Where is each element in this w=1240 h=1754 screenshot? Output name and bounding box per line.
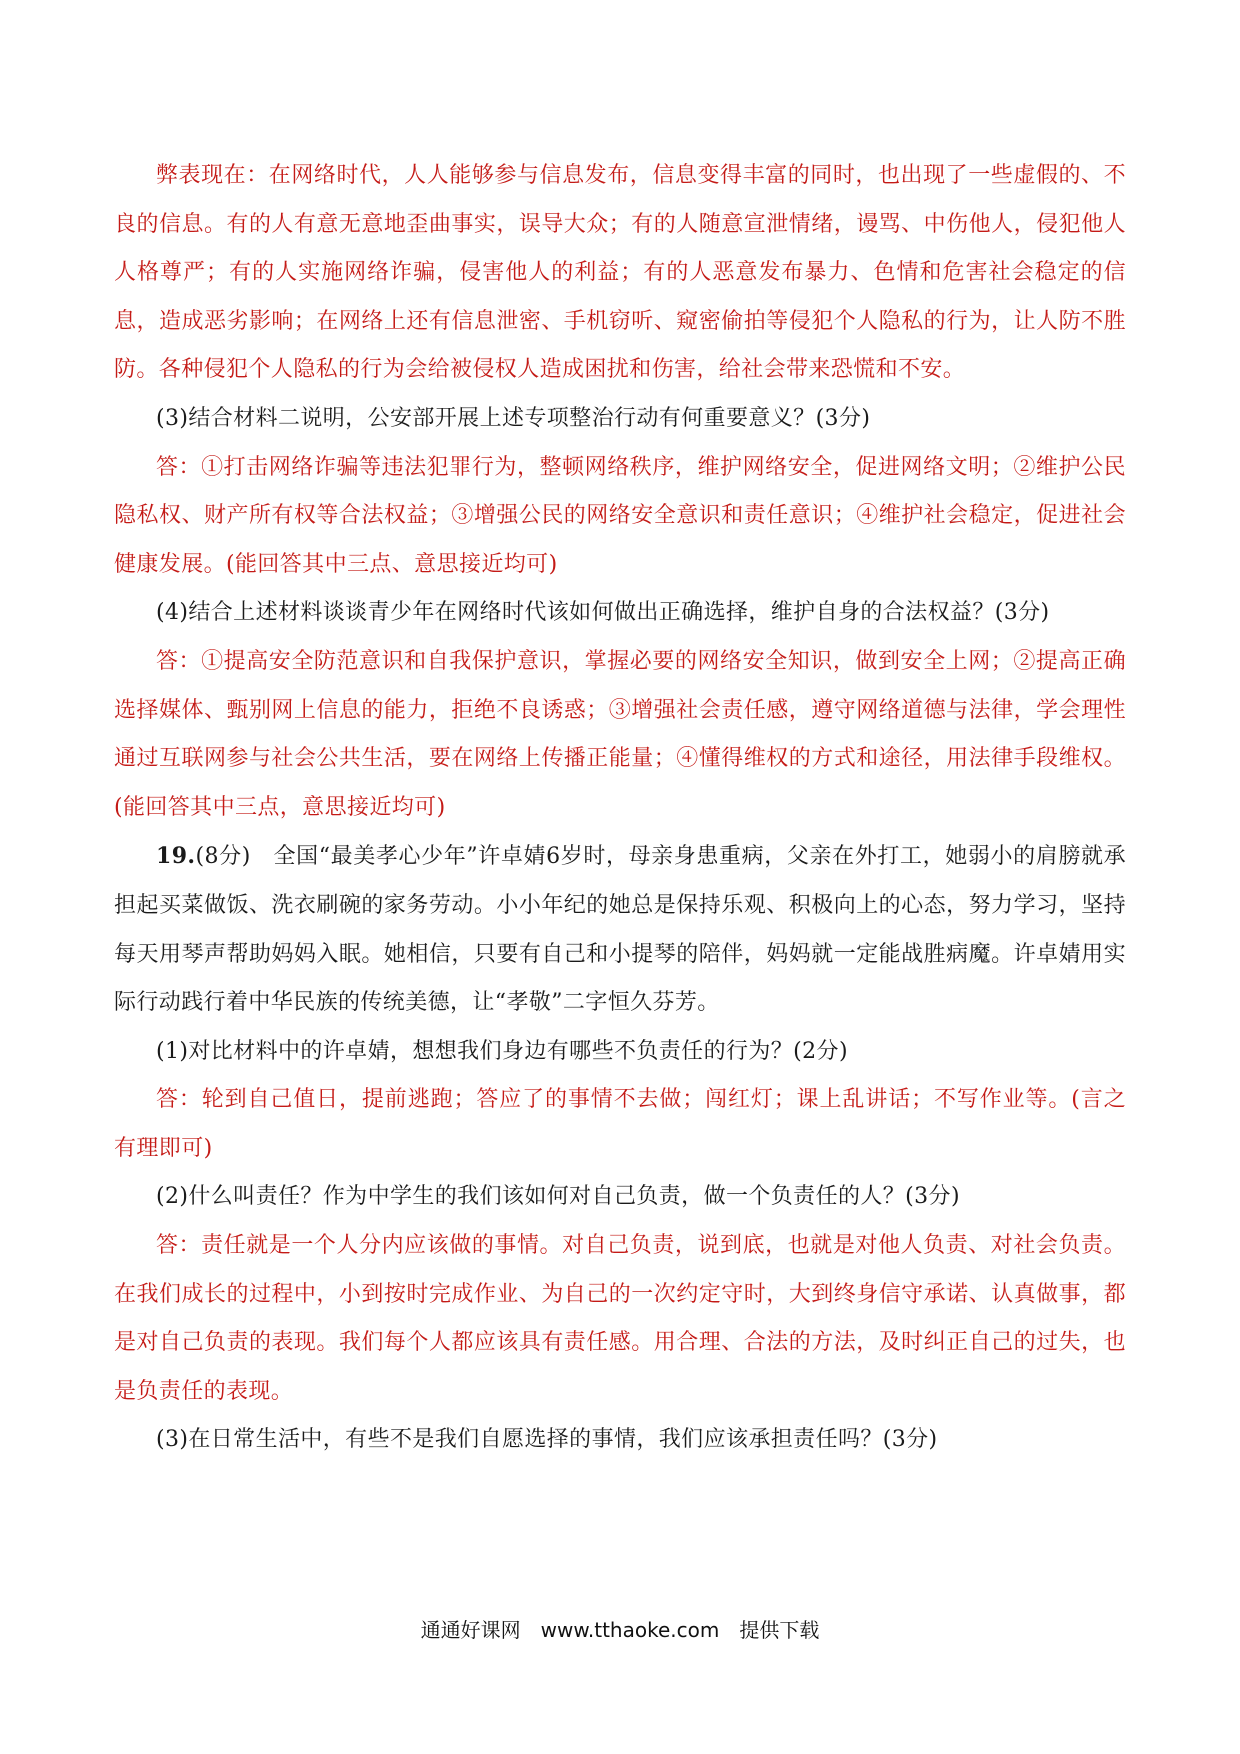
question-19-2: (2)什么叫责任？作为中学生的我们该如何对自己负责，做一个负责任的人？(3分): [156, 1184, 960, 1210]
question-19-1: (1)对比材料中的许卓婧，想想我们身边有哪些不负责任的行为？(2分): [156, 1038, 848, 1064]
question-3: (3)结合材料二说明，公安部开展上述专项整治行动有何重要意义？(3分): [156, 405, 871, 431]
question-number: 19.: [156, 843, 196, 870]
answer-paragraph: 答：轮到自己值日，提前逃跑；答应了的事情不去做；闯红灯；课上乱讲话；不写作业等。(言之有理即可): [114, 1087, 1126, 1161]
page-content: [114, 152, 1126, 1465]
answer-paragraph: 答：①打击网络诈骗等违法犯罪行为，整顿网络秩序，维护网络安全，促进网络文明；②维护公民隐私权、财产所有权等合法权益；③增强公民的网络安全意识和责任意识；④维护社会稳定，促进社会健康发展。(能回答其中三点、意思接近均可): [114, 454, 1126, 577]
question-19-text: (8分) 全国“最美孝心少年”许卓婧6岁时，母亲身患重病，父亲在外打工，她弱小的肩膀就承担起买菜做饭、洗衣刷碗的家务劳动。小小年纪的她总是保持乐观、积极向上的心态，努力学习，坚持每天用琴声帮助妈妈入眠。她相信，只要有自己和小提琴的陪伴，妈妈就一定能战胜病魔。许卓婧用实际行动践行着中华民族的传统美德，让“孝敬”二字恒久芬芳。: [114, 844, 1126, 1016]
answer-paragraph: 弊表现在：在网络时代，人人能够参与信息发布，信息变得丰富的同时，也出现了一些虚假的、不良的信息。有的人有意无意地歪曲事实，误导大众；有的人随意宣泄情绪，谩骂、中伤他人，侵犯他人人格尊严；有的人实施网络诈骗，侵害他人的利益；有的人恶意发布暴力、色情和危害社会稳定的信息，造成恶劣影响；在网络上还有信息泄密、手机窃听、窥密偷拍等侵犯个人隐私的行为，让人防不胜防。各种侵犯个人隐私的行为会给被侵权人造成困扰和伤害，给社会带来恐慌和不安。: [114, 163, 1126, 383]
answer-paragraph: 答：责任就是一个人分内应该做的事情。对自己负责，说到底，也就是对他人负责、对社会负责。在我们成长的过程中，小到按时完成作业、为自己的一次约定守时，大到终身信守承诺、认真做事，都是对自己负责的表现。我们每个人都应该具有责任感。用合理、合法的方法，及时纠正自己的过失，也是负责任的表现。: [114, 1233, 1126, 1404]
question-19-stem: [114, 832, 1126, 1027]
question-19-3: (3)在日常生活中，有些不是我们自愿选择的事情，我们应该承担责任吗？(3分): [156, 1427, 938, 1453]
page-footer: 通通好课网 www.tthaoke.com 提供下载: [420, 1618, 820, 1642]
question-4: (4)结合上述材料谈谈青少年在网络时代该如何做出正确选择，维护自身的合法权益？(3分): [156, 600, 1050, 626]
answer-paragraph: 答：①提高安全防范意识和自我保护意识，掌握必要的网络安全知识，做到安全上网；②提高正确选择媒体、甄别网上信息的能力，拒绝不良诱惑；③增强社会责任感，遵守网络道德与法律，学会理性通过互联网参与社会公共生活，要在网络上传播正能量；④懂得维权的方式和途径，用法律手段维权。(能回答其中三点，意思接近均可): [114, 648, 1126, 820]
